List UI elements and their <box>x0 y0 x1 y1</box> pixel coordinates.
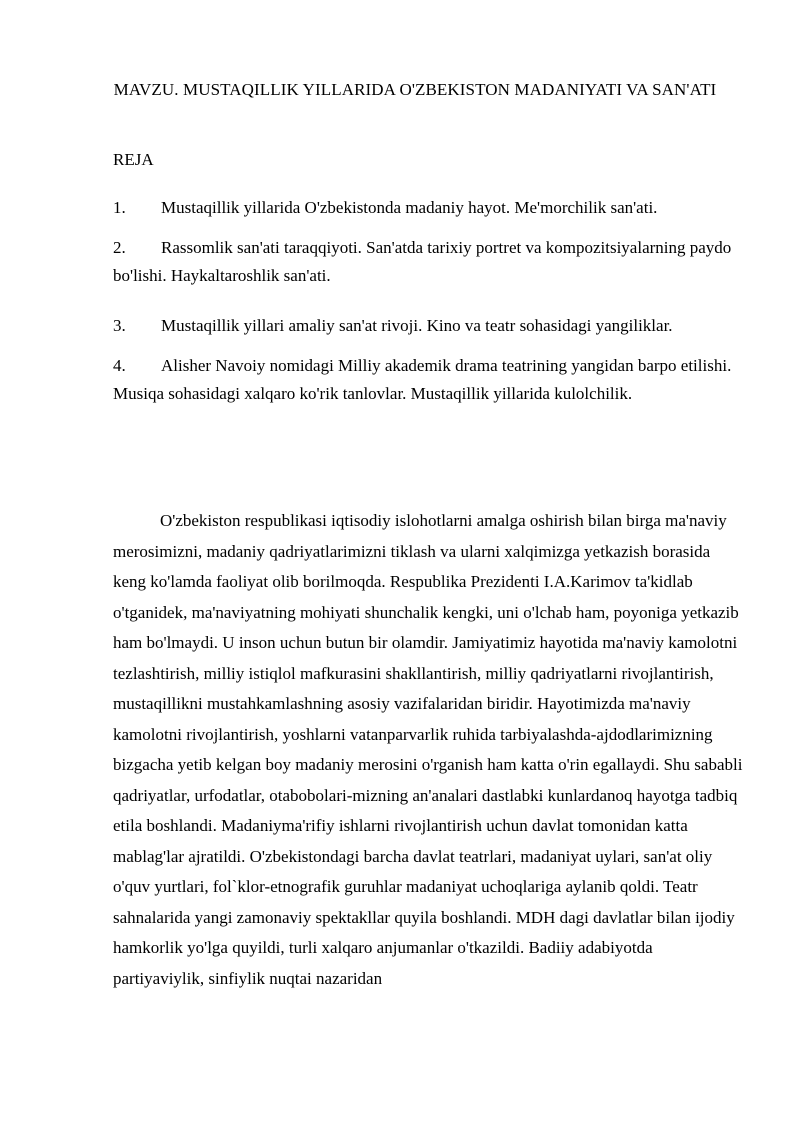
plan-item-text: Alisher Navoiy nomidagi Milliy akademik drama teatrining yangidan barpo etilishi. Musiqa sohasidagi xalqaro ko'rik tanlovlar. Mustaqillik yillarida kulolchilik. <box>113 356 732 403</box>
plan-item-number: 4. <box>113 356 126 375</box>
plan-item <box>113 352 747 408</box>
plan-item <box>113 194 747 222</box>
plan-item-number: 2. <box>113 238 126 257</box>
plan-heading: REJA <box>113 150 154 169</box>
document-title: MAVZU. MUSTAQILLIK YILLARIDA O'ZBEKISTON MADANIYATI VA SAN'ATI <box>113 80 717 99</box>
plan-item <box>113 234 747 290</box>
plan-item-number: 3. <box>113 316 126 335</box>
body-paragraph: O'zbekiston respublikasi iqtisodiy islohotlarni amalga oshirish bilan birga ma'naviy merosimizni, madaniy qadriyatlarimizni tiklash va ularni xalqimizga yetkazish borasida keng ko'lamda faoliyat olib borilmoqda. Respublika Prezidenti I.A.Karimov ta'kidlab o'tganidek, ma'naviyatning mohiyati shunchalik kengki, uni o'lchab ham, poyoniga yetkazib ham bo'lmaydi. U inson uchun butun bir olamdir. Jamiyatimiz hayotida ma'naviy kamolotni tezlashtirish, milliy istiqlol mafkurasini shakllantirish, milliy qadriyatlarni rivojlantirish, mustaqillikni mustahkamlashning asosiy vazifalaridan biridir. Hayotimizda ma'naviy kamolotni rivojlantirish, yoshlarni vatanparvarlik ruhida tarbiyalashda-ajdodlarimizning bizgacha yetib kelgan boy madaniy merosini o'rganish ham katta o'rin egallaydi. Shu sababli qadriyatlar, urfodatlar, otabobolari-mizning an'analari dastlabki kunlardanoq hayotga tadbiq etila boshlandi. Madaniyma'rifiy ishlarni rivojlantirish uchun davlat tomonidan katta mablag'lar ajratildi. O'zbekistondagi barcha davlat teatrlari, madaniyat uylari, san'at oliy o'quv yurtlari, fol`klor-etnografik guruhlar madaniyat uchoqlariga aylanib qoldi. Teatr sahnalarida yangi zamonaviy spektakllar quyila boshlandi. MDH dagi davlatlar bilan ijodiy hamkorlik yo'lga quyildi, turli xalqaro anjumanlar o'tkazildi. Badiiy adabiyotda partiyaviylik, sinfiylik nuqtai nazaridan <box>113 511 743 988</box>
plan-item-text: Mustaqillik yillari amaliy san'at rivoji. Kino va teatr sohasidagi yangiliklar. <box>161 316 673 335</box>
plan-item <box>113 312 747 340</box>
plan-item-number: 1. <box>113 198 126 217</box>
plan-item-text: Rassomlik san'ati taraqqiyoti. San'atda tarixiy portret va kompozitsiyalarning paydo bo'lishi. Haykaltaroshlik san'ati. <box>113 238 732 285</box>
plan-item-text: Mustaqillik yillarida O'zbekistonda madaniy hayot. Me'morchilik san'ati. <box>161 198 658 217</box>
